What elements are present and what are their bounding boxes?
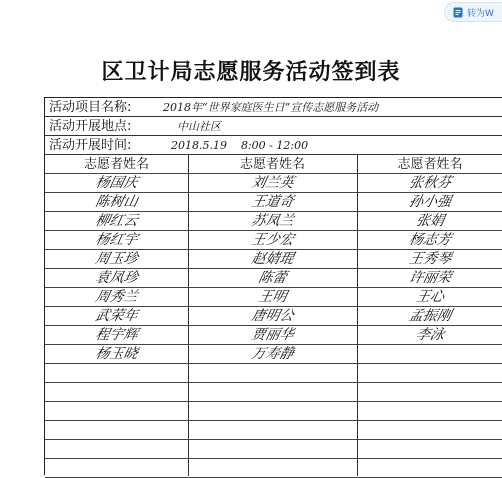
volunteer-signature: 苏凤兰 bbox=[249, 213, 296, 229]
volunteer-signature: 刘兰英 bbox=[249, 175, 296, 191]
table-row bbox=[45, 440, 502, 459]
volunteer-signature bbox=[355, 421, 502, 440]
table-row bbox=[45, 383, 502, 402]
volunteer-signature bbox=[186, 440, 359, 459]
table-header-row bbox=[45, 155, 502, 174]
volunteer-signature: 张娟 bbox=[414, 213, 446, 229]
volunteer-signature: 贾丽华 bbox=[249, 327, 296, 343]
volunteer-signature: 孙小强 bbox=[407, 194, 453, 210]
volunteer-signature: 周秀兰 bbox=[93, 289, 140, 305]
volunteer-signature bbox=[355, 364, 502, 383]
location-value: 中山社区 bbox=[177, 120, 221, 133]
volunteer-signature: 杨志芳 bbox=[407, 232, 453, 248]
sign-in-sheet bbox=[44, 97, 502, 475]
volunteer-signature bbox=[355, 345, 502, 364]
table-row bbox=[45, 364, 502, 383]
volunteer-table bbox=[45, 155, 502, 476]
volunteer-signature bbox=[43, 402, 190, 421]
volunteer-signature: 张秋芬 bbox=[407, 175, 453, 191]
table-row bbox=[45, 307, 502, 326]
table-row bbox=[45, 174, 502, 193]
time-value: 2018.5.19 8:00 - 12:00 bbox=[171, 139, 309, 152]
table-row bbox=[45, 212, 502, 231]
table-row bbox=[45, 288, 502, 307]
table-row bbox=[45, 250, 502, 269]
volunteer-signature: 周玉珍 bbox=[93, 251, 140, 267]
volunteer-signature: 程宇辉 bbox=[93, 327, 140, 343]
volunteer-signature bbox=[355, 383, 502, 402]
table-row bbox=[45, 345, 502, 364]
volunteer-signature: 杨国庆 bbox=[93, 175, 140, 191]
volunteer-signature bbox=[43, 459, 190, 478]
volunteer-signature bbox=[186, 402, 359, 421]
volunteer-signature bbox=[355, 459, 502, 478]
volunteer-signature bbox=[355, 402, 502, 421]
volunteer-signature: 杨红宇 bbox=[93, 232, 140, 248]
table-row bbox=[45, 326, 502, 345]
convert-button-label: 转为W bbox=[467, 8, 494, 19]
volunteer-signature: 许丽荣 bbox=[407, 270, 453, 286]
volunteer-signature: 赵婧琨 bbox=[249, 251, 296, 267]
header-volunteer-name: 志愿者姓名 bbox=[83, 157, 149, 172]
volunteer-signature bbox=[43, 421, 190, 440]
table-row bbox=[45, 459, 502, 478]
header-volunteer-name: 志愿者姓名 bbox=[397, 157, 463, 172]
table-row bbox=[45, 193, 502, 212]
volunteer-signature: 孟振刚 bbox=[407, 308, 453, 324]
project-name-row bbox=[45, 98, 502, 117]
volunteer-signature bbox=[43, 383, 190, 402]
volunteer-signature: 杨玉晓 bbox=[93, 346, 140, 362]
volunteer-signature: 陈树山 bbox=[93, 194, 140, 210]
volunteer-signature: 王明 bbox=[256, 289, 289, 305]
volunteer-signature bbox=[186, 364, 359, 383]
time-row bbox=[45, 136, 502, 155]
volunteer-signature: 柳红云 bbox=[93, 213, 140, 229]
location-row bbox=[45, 117, 502, 136]
time-label: 活动开展时间: bbox=[49, 138, 132, 153]
volunteer-signature: 李泳 bbox=[414, 327, 446, 343]
document-title: 区卫计局志愿服务活动签到表 bbox=[101, 59, 401, 85]
volunteer-signature bbox=[186, 459, 359, 478]
volunteer-signature bbox=[186, 421, 359, 440]
volunteer-signature: 袁凤珍 bbox=[93, 270, 140, 286]
header-volunteer-name: 志愿者姓名 bbox=[239, 157, 305, 172]
convert-to-word-button[interactable] bbox=[444, 2, 502, 22]
volunteer-signature: 王少宏 bbox=[249, 232, 296, 248]
project-name-value: 2018年“世界家庭医生日”宣传志愿服务活动 bbox=[163, 101, 379, 114]
volunteer-signature bbox=[186, 383, 359, 402]
table-row bbox=[45, 421, 502, 440]
volunteer-signature: 王秀琴 bbox=[407, 251, 453, 267]
volunteer-signature bbox=[43, 440, 190, 459]
document-convert-icon bbox=[453, 7, 463, 18]
volunteer-signature bbox=[355, 440, 502, 459]
volunteer-signature: 王心 bbox=[414, 289, 446, 305]
project-name-label: 活动项目名称: bbox=[49, 100, 132, 115]
location-label: 活动开展地点: bbox=[49, 119, 132, 134]
volunteer-signature bbox=[43, 364, 190, 383]
table-row bbox=[45, 269, 502, 288]
volunteer-signature: 万寿静 bbox=[249, 346, 296, 362]
volunteer-signature: 唐明公 bbox=[249, 308, 296, 324]
table-row bbox=[45, 402, 502, 421]
volunteer-signature: 武荣年 bbox=[93, 308, 140, 324]
volunteer-signature: 陈蕾 bbox=[256, 270, 289, 286]
volunteer-signature: 王道奇 bbox=[249, 194, 296, 210]
table-row bbox=[45, 231, 502, 250]
